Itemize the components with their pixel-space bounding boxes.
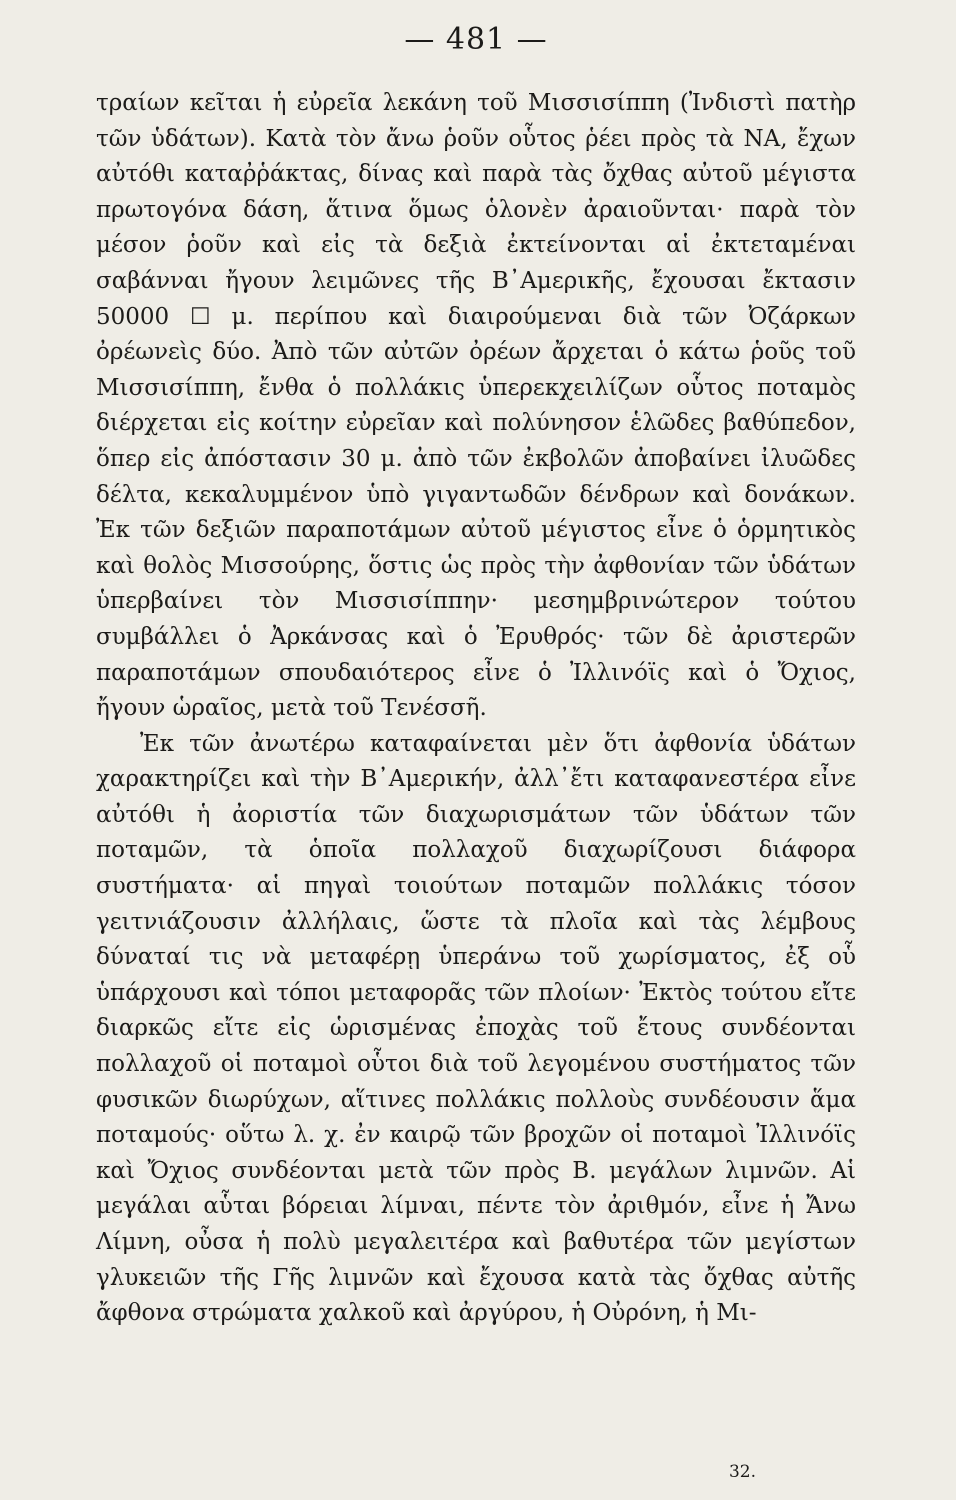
page-number-header: — 481 — (404, 22, 548, 57)
paragraph-2: Ἐκ τῶν ἀνωτέρω καταφαίνεται μὲν ὅτι ἀφθονία ὑδάτων χαρακτηρίζει καὶ τὴν Β᾿Αμερικήν, ἀλλ᾿ἔτι καταφανεστέρα εἶνε αὐτόθι ἡ ἀοριστία τῶν διαχωρισμάτων τῶν ὑδάτων τῶν ποταμῶν, τὰ ὁποῖα πολλαχοῦ διαχωρίζουσι διάφορα συστήματα· αἱ πηγαὶ τοιούτων ποταμῶν πολλάκις τόσον γειτνιάζουσιν ἀλλήλαις, ὥστε τὰ πλοῖα καὶ τὰς λέμβους δύναταί τις νὰ μεταφέρῃ ὑπεράνω τοῦ χωρίσματος, ἐξ οὗ ὑπάρχουσι καὶ τόποι μεταφορᾶς τῶν πλοίων· Ἐκτὸς τούτου εἴτε διαρκῶς εἴτε εἰς ὡρισμένας ἐποχὰς τοῦ ἔτους συνδέονται πολλαχοῦ οἱ ποταμοὶ οὗτοι διὰ τοῦ λεγομένου συστήματος τῶν φυσικῶν διωρύχων, αἵτινες πολλάκις πολλοὺς συνδέουσιν ἅμα ποταμούς· οὕτω λ. χ. ἐν καιρῷ τῶν βροχῶν οἱ ποταμοὶ Ἰλλινόϊς καὶ Ὄχιος συνδέονται μετὰ τῶν πρὸς Β. μεγάλων λιμνῶν. Αἱ μεγάλαι αὗται βόρειαι λίμναι, πέντε τὸν ἀριθμόν, εἶνε ἡ Ἄνω Λίμνη, οὖσα ἡ πολὺ μεγαλειτέρα καὶ βαθυτέρα τῶν μεγίστων γλυκειῶν τῆς Γῆς λιμνῶν καὶ ἔχουσα κατὰ τὰς ὄχθας αὐτῆς ἄφθονα στρώματα χαλκοῦ καὶ ἀργύρου, ἡ Οὐρόνη, ἡ Μι- (96, 730, 856, 1327)
signature-mark: 32. (728, 1462, 756, 1482)
body-text (96, 86, 856, 1332)
paragraph-1: τραίων κεῖται ἡ εὐρεῖα λεκάνη τοῦ Μισσισίππη (Ἰνδιστὶ πατὴρ τῶν ὑδάτων). Κατὰ τὸν ἄνω ῥοῦν οὗτος ῥέει πρὸς τὰ ΝΑ, ἔχων αὐτόθι καταῤῥάκτας, δίνας καὶ παρὰ τὰς ὄχθας αὐτοῦ μέγιστα πρωτογόνα δάση, ἅτινα ὅμως ὁλονὲν ἀραιοῦνται· παρὰ τὸν μέσον ῥοῦν καὶ εἰς τὰ δεξιὰ ἐκτείνονται αἱ ἐκτεταμέναι σαβάνναι ἤγουν λειμῶνες τῆς Β᾿Αμερικῆς, ἔχουσαι ἔκτασιν 50000 ☐ μ. περίπου καὶ διαιρούμεναι διὰ τῶν Ὀζάρκων ὀρέωνεὶς δύο. Ἀπὸ τῶν αὐτῶν ὀρέων ἄρχεται ὁ κάτω ῥοῦς τοῦ Μισσισίππη, ἔνθα ὁ πολλάκις ὑπερεκχειλίζων οὗτος ποταμὸς διέρχεται εἰς κοίτην εὐρεῖαν καὶ πολύνησον ἑλῶδες βαθύπεδον, ὅπερ εἰς ἀπόστασιν 30 μ. ἀπὸ τῶν ἐκβολῶν ἀποβαίνει ἰλυῶδες δέλτα, κεκαλυμμένον ὑπὸ γιγαντωδῶν δένδρων καὶ δονάκων. Ἐκ τῶν δεξιῶν παραποτάμων αὐτοῦ μέγιστος εἶνε ὁ ὁρμητικὸς καὶ θολὸς Μισσούρης, ὅστις ὡς πρὸς τὴν ἀφθονίαν τῶν ὑδάτων ὑπερβαίνει τὸν Μισσισίππην· μεσημβρινώτερον τούτου συμβάλλει ὁ Ἀρκάνσας καὶ ὁ Ἐρυθρός· τῶν δὲ ἀριστερῶν παραποτάμων σπουδαιότερος εἶνε ὁ Ἰλλινόϊς καὶ ὁ Ὄχιος, ἤγουν ὡραῖος, μετὰ τοῦ Τενέσσῆ. (96, 90, 856, 722)
